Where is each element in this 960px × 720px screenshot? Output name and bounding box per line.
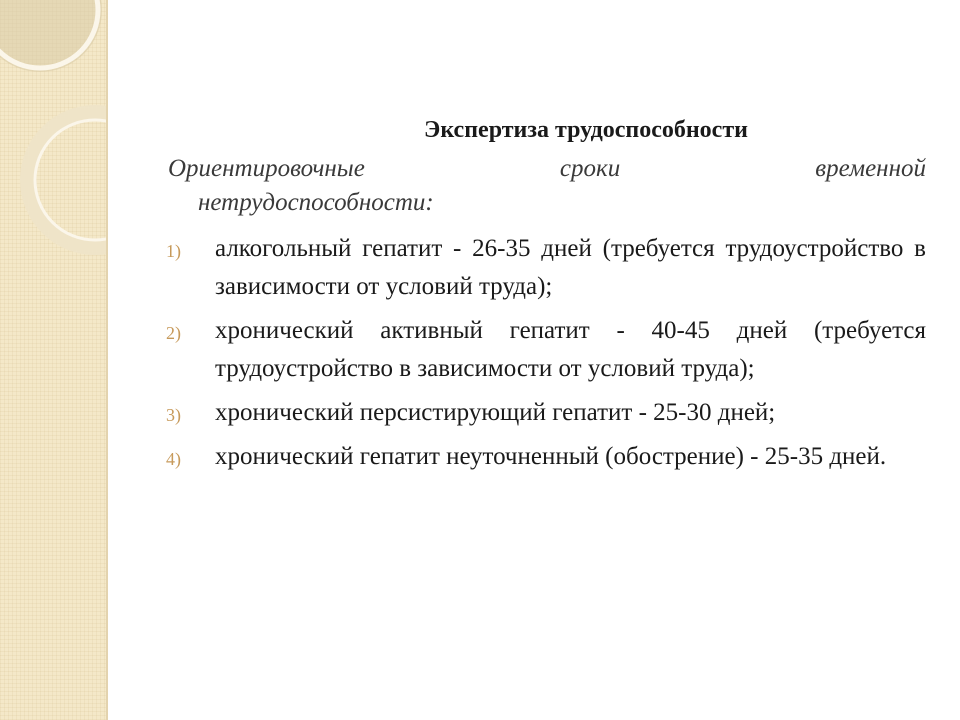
list-item	[168, 312, 926, 388]
subtitle-word: сроки	[559, 155, 621, 182]
subtitle-line-2: нетрудоспособности:	[198, 189, 434, 216]
subtitle-word: временной	[815, 155, 926, 182]
decorative-side-band	[0, 0, 106, 720]
circle-ornament-icon	[0, 0, 106, 320]
subtitle-line-1	[168, 152, 926, 186]
list-marker: 4)	[166, 449, 181, 469]
list-marker: 1)	[166, 241, 181, 261]
subtitle-word: Ориентировочные	[168, 155, 365, 182]
slide-subtitle	[168, 152, 926, 220]
list-item-text: хронический персистирующий гепатит - 25-30 дней;	[215, 399, 776, 426]
slide-content	[168, 112, 926, 482]
list-item-text: хронический активный гепатит - 40-45 дней (требуется трудоустройство в зависимости от условий труда);	[215, 317, 926, 382]
list-item	[168, 438, 926, 476]
list-item-text: хронический гепатит неуточненный (обострение) - 25-35 дней.	[215, 443, 887, 470]
list-item-text: алкогольный гепатит - 26-35 дней (требуется трудоустройство в зависимости от условий труда);	[215, 235, 926, 300]
list-item	[168, 394, 926, 432]
side-band-divider	[106, 0, 108, 720]
list-marker: 3)	[166, 405, 181, 425]
list-item	[168, 230, 926, 306]
hepatitis-terms-list	[168, 230, 926, 476]
list-marker: 2)	[166, 323, 181, 343]
slide-title: Экспертиза трудоспособности	[424, 117, 748, 143]
